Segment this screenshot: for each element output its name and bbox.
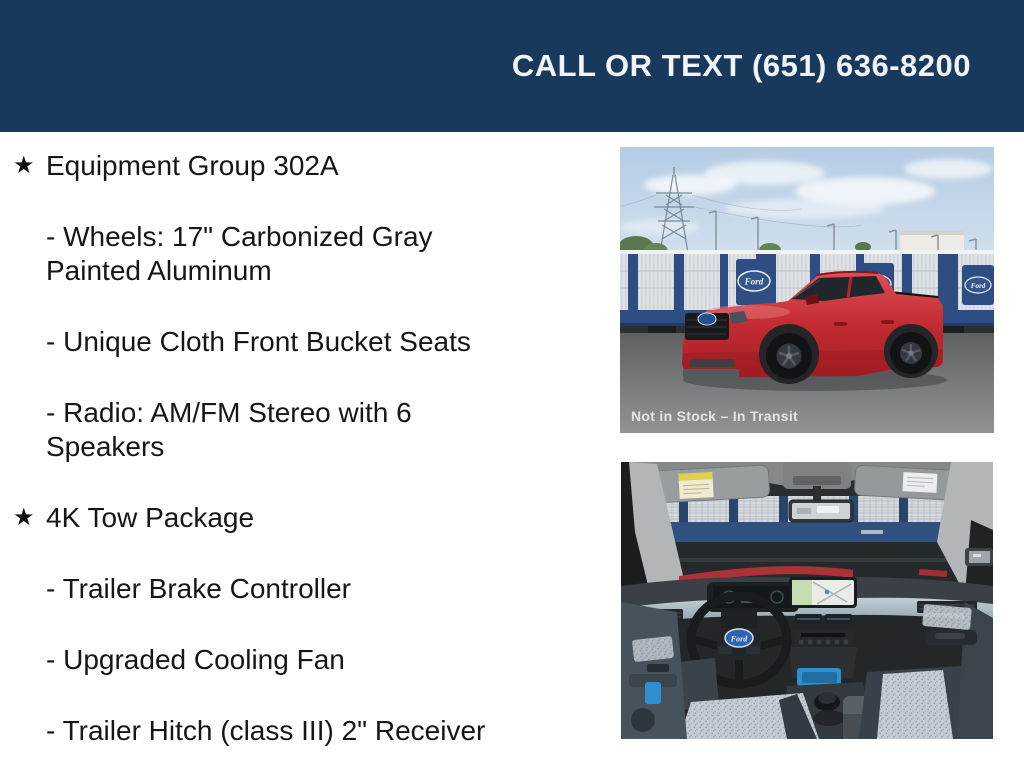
feature-item <box>46 572 611 606</box>
side-mirror <box>965 548 993 566</box>
star-bullet-icon: ★ <box>13 152 35 179</box>
feature-item <box>46 643 611 677</box>
feature-item-line: - Unique Cloth Front Bucket Seats <box>46 326 471 357</box>
svg-text:Ford: Ford <box>970 282 986 290</box>
feature-item <box>46 714 611 748</box>
feature-item <box>46 396 611 464</box>
touchscreen <box>789 577 857 608</box>
rear-wheel <box>890 332 932 374</box>
feature-item-line: - Trailer Brake Controller <box>46 573 351 604</box>
star-bullet-icon: ★ <box>13 504 35 531</box>
feature-item <box>46 325 611 359</box>
exterior-photo-illustration <box>620 147 994 433</box>
feature-item-line: - Upgraded Cooling Fan <box>46 644 345 675</box>
feature-item-line: - Radio: AM/FM Stereo with 6 <box>46 397 412 428</box>
exterior-photo[interactable] <box>620 147 994 433</box>
left-door <box>621 602 687 739</box>
feature-item-line: Painted Aluminum <box>46 255 272 286</box>
feature-item-line: Speakers <box>46 431 165 462</box>
features-list <box>13 149 611 768</box>
feature-item-line: - Trailer Hitch (class III) 2" Receiver <box>46 715 486 746</box>
feature-group-header <box>13 149 611 183</box>
feature-item-line: - Wheels: 17" Carbonized Gray <box>46 221 433 252</box>
interior-photo-illustration <box>621 462 993 739</box>
feature-group-title: Equipment Group 302A <box>46 150 339 181</box>
building <box>900 231 964 253</box>
front-wheel <box>766 333 812 379</box>
svg-text:Ford: Ford <box>744 276 764 287</box>
interior-photo[interactable] <box>621 462 993 739</box>
feature-group-title: 4K Tow Package <box>46 502 255 533</box>
svg-text:Ford: Ford <box>730 634 748 644</box>
feature-item <box>46 220 611 288</box>
feature-group-header <box>13 501 611 535</box>
contact-banner <box>0 0 1024 132</box>
contact-phone-text: CALL OR TEXT (651) 636-8200 <box>511 48 971 83</box>
overhead-console <box>783 462 851 489</box>
photo-status-badge: Not in Stock – In Transit <box>631 408 798 424</box>
